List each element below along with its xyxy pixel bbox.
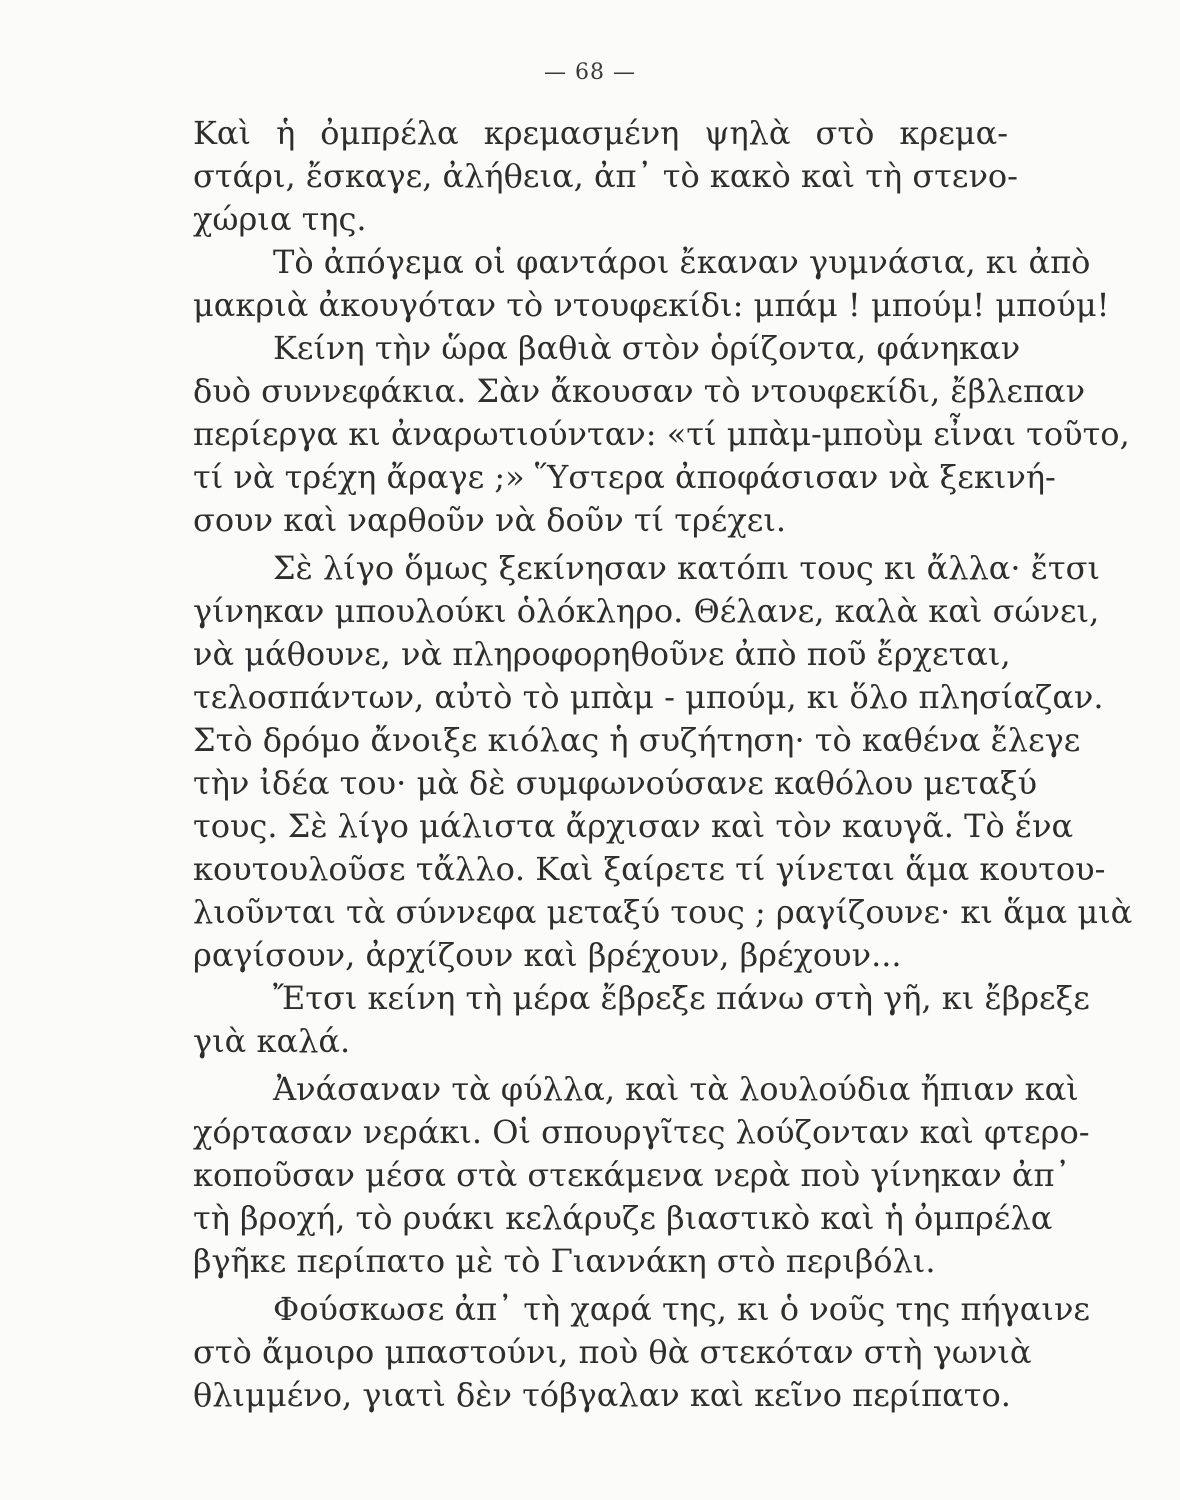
text-line: περίεργα κι ἀναρωτιούνταν: «τί μπὰμ-μποὺμ εἶναι τοῦτο, bbox=[193, 415, 1130, 453]
text-line: γιὰ καλά. bbox=[193, 1022, 351, 1060]
text-line: δυὸ συννεφάκια. Σὰν ἄκουσαν τὸ ντουφεκίδι, ἔβλεπαν bbox=[193, 372, 1086, 410]
text-line: στὸ ἄμοιρο μπαστούνι, ποὺ θὰ στεκόταν στὴ γωνιὰ bbox=[193, 1333, 1032, 1371]
text-line: χώρια της. bbox=[193, 200, 367, 238]
text-line: μακριὰ ἀκουγόταν τὸ ντουφεκίδι: μπάμ ! μπούμ! μπούμ! bbox=[193, 286, 1110, 324]
text-line: Ἔτσι κείνη τὴ μέρα ἔβρεξε πάνω στὴ γῆ, κι ἔβρεξε bbox=[273, 979, 1090, 1017]
text-line: ραγίσουν, ἀρχίζουν καὶ βρέχουν, βρέχουν... bbox=[193, 936, 902, 974]
text-line: λιοῦνται τὰ σύννεφα μεταξύ τους ; ραγίζουνε· κι ἅμα μιὰ bbox=[193, 893, 1133, 931]
text-line: Καὶ ἡ ὀμπρέλα κρεμασμένη ψηλὰ στὸ κρεμα- bbox=[193, 114, 1008, 152]
text-line: τὴν ἰδέα του· μὰ δὲ συμφωνούσανε καθόλου μεταξύ bbox=[193, 764, 1038, 802]
text-line: χόρτασαν νεράκι. Οἱ σπουργῖτες λούζονταν καὶ φτερο- bbox=[193, 1113, 1090, 1151]
text-line: γίνηκαν μπουλούκι ὁλόκληρο. Θέλανε, καλὰ καὶ σώνει, bbox=[193, 592, 1100, 630]
text-line: Σὲ λίγο ὅμως ξεκίνησαν κατόπι τους κι ἄλλα· ἔτσι bbox=[273, 549, 1101, 587]
text-line: σουν καὶ ναρθοῦν νὰ δοῦν τί τρέχει. bbox=[193, 501, 787, 539]
body-text bbox=[193, 112, 1133, 1417]
text-line: τελοσπάντων, αὐτὸ τὸ μπὰμ - μπούμ, κι ὅλο πλησίαζαν. bbox=[193, 678, 1104, 716]
text-line: νὰ μάθουνε, νὰ πληροφορηθοῦνε ἀπὸ ποῦ ἔρχεται, bbox=[193, 635, 1011, 673]
text-line: θλιμμένο, γιατὶ δὲν τόβγαλαν καὶ κεῖνο περίπατο. bbox=[193, 1376, 1011, 1414]
text-line: τους. Σὲ λίγο μάλιστα ἄρχισαν καὶ τὸν καυγᾶ. Τὸ ἕνα bbox=[193, 807, 1074, 845]
text-line: στάρι, ἔσκαγε, ἀλήθεια, ἀπ᾽ τὸ κακὸ καὶ τὴ στενο- bbox=[193, 157, 1018, 195]
text-line: κοποῦσαν μέσα στὰ στεκάμενα νερὰ ποὺ γίνηκαν ἀπ᾽ bbox=[193, 1156, 1071, 1194]
text-line: κουτουλοῦσε τἄλλο. Καὶ ξαίρετε τί γίνεται ἅμα κουτου- bbox=[193, 850, 1106, 888]
text-line: Ἀνάσαναν τὰ φύλλα, καὶ τὰ λουλούδια ἤπιαν καὶ bbox=[273, 1070, 1079, 1108]
text-line: Κείνη τὴν ὥρα βαθιὰ στὸν ὁρίζοντα, φάνηκαν bbox=[273, 329, 1021, 367]
text-line: τί νὰ τρέχη ἄραγε ;» Ὕστερα ἀποφάσισαν νὰ ξεκινή- bbox=[193, 458, 1056, 496]
text-line: βγῆκε περίπατο μὲ τὸ Γιαννάκη στὸ περιβόλι. bbox=[193, 1242, 936, 1280]
text-line: Στὸ δρόμο ἄνοιξε κιόλας ἡ συζήτηση· τὸ καθένα ἔλεγε bbox=[193, 721, 1081, 759]
text-line: Τὸ ἀπόγεμα οἱ φαντάροι ἔκαναν γυμνάσια, κι ἀπὸ bbox=[273, 243, 1091, 281]
page-number: — 68 — bbox=[544, 60, 636, 85]
text-line: Φούσκωσε ἀπ᾽ τὴ χαρά της, κι ὁ νοῦς της πήγαινε bbox=[273, 1290, 1090, 1328]
text-line: τὴ βροχή, τὸ ρυάκι κελάρυζε βιαστικὸ καὶ ἡ ὀμπρέλα bbox=[193, 1199, 1053, 1237]
